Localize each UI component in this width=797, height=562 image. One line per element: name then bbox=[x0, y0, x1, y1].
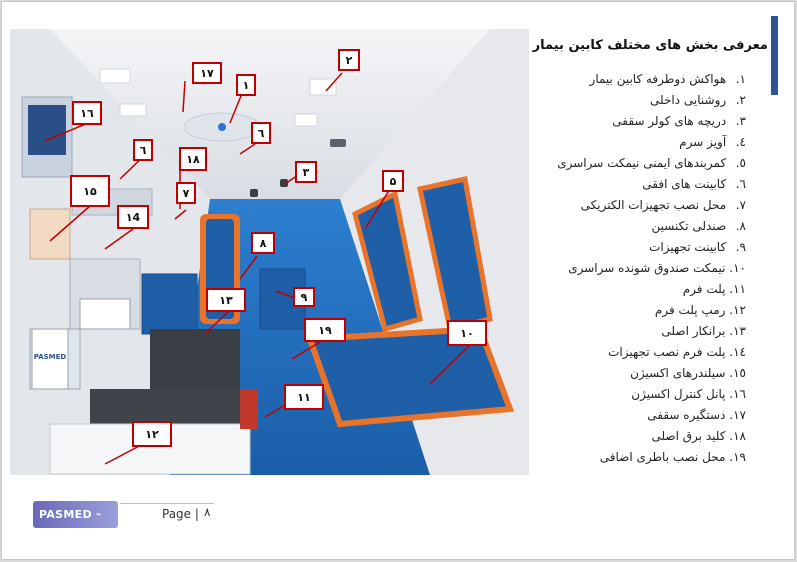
list-item: ٦. کابینت های افقی bbox=[642, 177, 746, 191]
list-item: ٤. آویز سرم bbox=[679, 135, 746, 149]
list-item: ١٥. سیلندرهای اکسیژن bbox=[630, 366, 746, 380]
ambulance-cabin-photo bbox=[10, 29, 529, 475]
callout-16: ١٦ bbox=[72, 101, 102, 125]
logo-text: PASMED bbox=[39, 508, 92, 521]
list-item: ٧. محل نصب تجهیزات الکتریکی bbox=[580, 198, 746, 212]
list-item: ٥. کمربندهای ایمنی نیمکت سراسری bbox=[557, 156, 746, 170]
list-item: ١٦. پانل کنترل اکسیژن bbox=[631, 387, 746, 401]
callout-12: ١٢ bbox=[132, 421, 172, 447]
callout-10: ١٠ bbox=[447, 320, 487, 346]
list-item: ٣. دریچه های کولر سقفی bbox=[612, 114, 746, 128]
list-item: ١٣. برانکار اصلی bbox=[661, 324, 746, 338]
callout-15: ١۵ bbox=[70, 175, 110, 207]
list-item: ١. هواکش دوطرفه کابین بیمار bbox=[589, 72, 746, 86]
callout-3: ٣ bbox=[295, 161, 317, 183]
list-item: ١٨. کلید برق اصلی bbox=[651, 429, 746, 443]
callout-18: ١٨ bbox=[179, 147, 207, 171]
heading-accent-bar bbox=[771, 16, 778, 95]
list-item: ٢. روشنایی داخلی bbox=[650, 93, 746, 107]
callout-6-ceiling: ٦ bbox=[251, 122, 271, 144]
callout-2: ٢ bbox=[338, 49, 360, 71]
callout-7: ٧ bbox=[176, 182, 196, 204]
callout-9: ٩ bbox=[293, 287, 315, 307]
callout-14: ١4 bbox=[117, 205, 149, 229]
list-item: ١٢. رمپ پلت فرم bbox=[654, 303, 746, 317]
list-item: ١٠. نیمکت صندوق شونده سراسری bbox=[568, 261, 746, 275]
footer-divider bbox=[120, 503, 214, 504]
list-item: ١٧. دستگیره سقفی bbox=[647, 408, 746, 422]
document-page bbox=[1, 1, 795, 560]
list-item: ٩. کابینت تجهیزات bbox=[649, 240, 746, 254]
list-item: ٨. صندلی تکنسین bbox=[651, 219, 746, 233]
callout-1: ١ bbox=[236, 74, 256, 96]
callout-6-left: ٦ bbox=[133, 139, 153, 161]
list-item: ١٩. محل نصب باطری اضافی bbox=[599, 450, 746, 464]
list-item: ١٤. پلت فرم نصب تجهیزات bbox=[608, 345, 746, 359]
callout-5: ۵ bbox=[382, 170, 404, 192]
callout-19: ١٩ bbox=[304, 318, 346, 342]
parts-list bbox=[516, 69, 746, 468]
page-title: معرفی بخش های مختلف کابین بیمار bbox=[532, 38, 768, 53]
list-item: ١١. پلت فرم bbox=[682, 282, 746, 296]
page-number: ٨ bbox=[204, 505, 211, 519]
wall-panel-brand: PASMED bbox=[33, 353, 67, 361]
callout-11: ١١ bbox=[284, 384, 324, 410]
page-label: Page | bbox=[162, 507, 199, 521]
callout-13: ١٣ bbox=[206, 288, 246, 312]
callout-8: ٨ bbox=[251, 232, 275, 254]
callout-17: ١٧ bbox=[192, 62, 222, 84]
pasmed-logo bbox=[33, 501, 118, 528]
heartbeat-icon: ⌁ bbox=[95, 509, 102, 520]
